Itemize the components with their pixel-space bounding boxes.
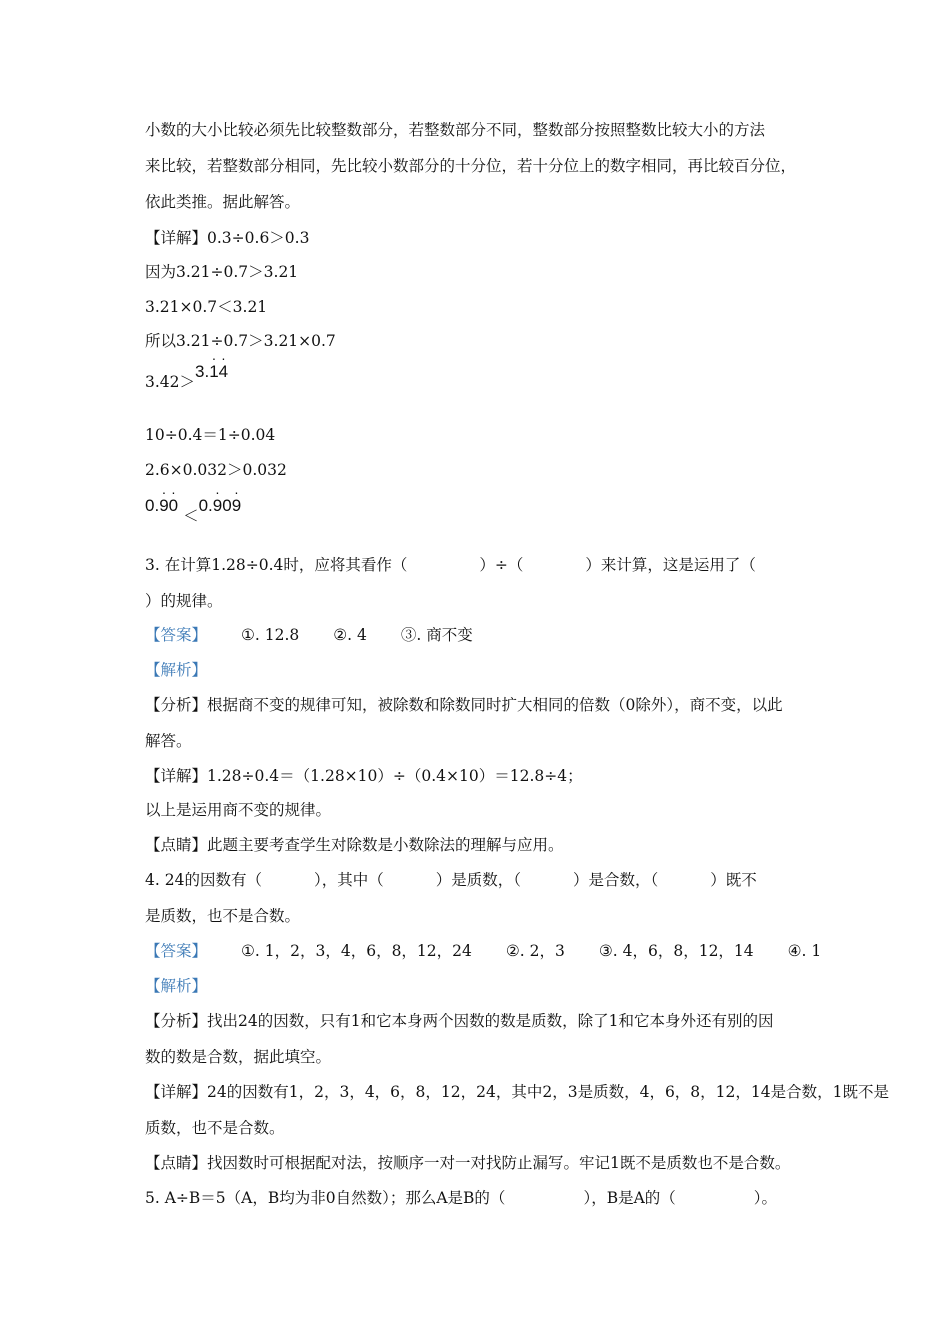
q3-analysis-label: 【解析】 <box>145 661 208 679</box>
q3-fenxi-line-1 <box>145 695 783 715</box>
detail-label: 【详解】 <box>145 1083 208 1101</box>
intro-line-2: 来比较，若整数部分相同，先比较小数部分的十分位，若十分位上的数字相同，再比较百分位， <box>145 157 797 175</box>
dianjing-label: 【点睛】 <box>145 836 208 854</box>
answer-label: 【答案】 <box>145 626 208 644</box>
repeat-digit: . 1 <box>209 362 218 382</box>
repeating-decimal-314 <box>195 362 228 381</box>
detail-line-1 <box>145 228 309 248</box>
detail-line-3: 3.21×0.7＜3.21 <box>145 298 268 316</box>
detail-line-2: 因为3.21÷0.7＞3.21 <box>145 263 299 281</box>
answer-2: ②. 2，3 <box>505 942 565 960</box>
detail-text: 1.28÷0.4＝（1.28×10）÷（0.4×10）＝12.8÷4； <box>207 767 583 785</box>
q4-detail-line-2: 质数，也不是合数。 <box>145 1119 285 1137</box>
repeat-digit: . 0 <box>169 496 178 516</box>
answer-4: ④. 1 <box>787 942 822 960</box>
repeating-decimal-090 <box>145 496 178 515</box>
dianjing-text: 找因数时可根据配对法，按顺序一对一对找防止漏写。牢记1既不是质数也不是合数。 <box>207 1154 791 1172</box>
q4-text-part: ），其中（ <box>313 871 384 889</box>
q4-answer-row <box>145 941 821 961</box>
q3-dianjing-line <box>145 835 564 855</box>
detail-label: 【详解】 <box>145 767 208 785</box>
answer-label: 【答案】 <box>145 942 208 960</box>
fenxi-text: 根据商不变的规律可知，被除数和除数同时扩大相同的倍数（0除外），商不变，以此 <box>207 696 783 714</box>
detail-line-4: 所以3.21÷0.7＞3.21×0.7 <box>145 332 336 350</box>
q5-question-line <box>145 1188 777 1208</box>
decimal-int: 0. <box>145 496 160 515</box>
more-line-1: 10÷0.4＝1÷0.04 <box>145 426 276 444</box>
q4-fenxi-line-2: 数的数是合数，据此填空。 <box>145 1048 332 1066</box>
q4-text-part: ）既不 <box>710 871 757 889</box>
q4-text-part: 4. 24的因数有（ <box>145 871 262 889</box>
q4-text-part: ）是质数，（ <box>435 871 521 889</box>
q5-text-part: 5. A÷B＝5（A，B均为非0自然数）；那么A是B的（ <box>145 1189 506 1207</box>
decimal-int: 0. <box>198 496 213 515</box>
fenxi-label: 【分析】 <box>145 1012 208 1030</box>
q3-detail-line-2: 以上是运用商不变的规律。 <box>145 801 332 819</box>
detail-text: 0.3÷0.6＞0.3 <box>207 229 310 247</box>
q4-question-line-1 <box>145 870 757 890</box>
q4-text-part: ）是合数，（ <box>572 871 659 889</box>
digit: 0 <box>222 496 232 515</box>
dianjing-label: 【点睛】 <box>145 1154 208 1172</box>
q5-text-part: ），B是A的（ <box>583 1189 676 1207</box>
q3-question-line-2: ）的规律。 <box>145 592 223 610</box>
intro-line-3: 依此类推。据此解答。 <box>145 193 301 211</box>
answer-1: ①. 1，2，3，4，6，8，12，24 <box>241 942 472 960</box>
fenxi-text: 找出24的因数，只有1和它本身两个因数的数是质数，除了1和它本身外还有别的因 <box>207 1012 774 1030</box>
repeat-digit: . 4 <box>219 362 228 382</box>
q3-text-part: ）÷（ <box>479 556 524 574</box>
compare-left: 3.42＞ <box>145 373 196 391</box>
answer-3: ③. 4，6，8，12，14 <box>598 942 754 960</box>
answer-2: ②. 4 <box>333 626 367 644</box>
q4-detail-line-1 <box>145 1082 889 1102</box>
repeating-decimal-line-2 <box>145 496 242 525</box>
q3-fenxi-line-2: 解答。 <box>145 732 192 750</box>
q4-dianjing-line <box>145 1153 790 1173</box>
q3-question-line-1 <box>145 555 756 575</box>
q3-answer-row <box>145 625 473 645</box>
intro-line-1: 小数的大小比较必须先比较整数部分，若整数部分不同，整数部分按照整数比较大小的方法 <box>145 121 766 139</box>
detail-text: 24的因数有1，2，3，4，6，8，12，24，其中2，3是质数，4，6，8，12，14是合数，1既不是 <box>207 1083 889 1101</box>
less-than-sign: ＜ <box>183 507 199 525</box>
more-line-2: 2.6×0.032＞0.032 <box>145 461 287 479</box>
decimal-int: 3. <box>195 362 210 381</box>
repeat-digit: . 9 <box>159 496 168 516</box>
repeat-digit: . 9 <box>232 496 241 516</box>
fenxi-label: 【分析】 <box>145 696 208 714</box>
repeating-decimal-line-1 <box>145 362 229 392</box>
dianjing-text: 此题主要考查学生对除数是小数除法的理解与应用。 <box>207 836 564 854</box>
q4-question-line-2: 是质数，也不是合数。 <box>145 907 301 925</box>
q3-text-part: ）来计算，这是运用了（ <box>585 556 756 574</box>
repeating-decimal-0909 <box>199 496 242 515</box>
q4-analysis-label: 【解析】 <box>145 977 208 995</box>
q4-fenxi-line-1 <box>145 1011 773 1031</box>
q3-text-part: 3. 在计算1.28÷0.4时，应将其看作（ <box>145 556 408 574</box>
detail-label: 【详解】 <box>145 229 208 247</box>
q3-detail-line-1 <box>145 766 583 786</box>
repeat-digit: . 9 <box>213 496 222 516</box>
q5-text-part: ）。 <box>753 1189 778 1207</box>
answer-1: ①. 12.8 <box>241 626 300 644</box>
answer-3: ③. 商不变 <box>400 626 473 644</box>
